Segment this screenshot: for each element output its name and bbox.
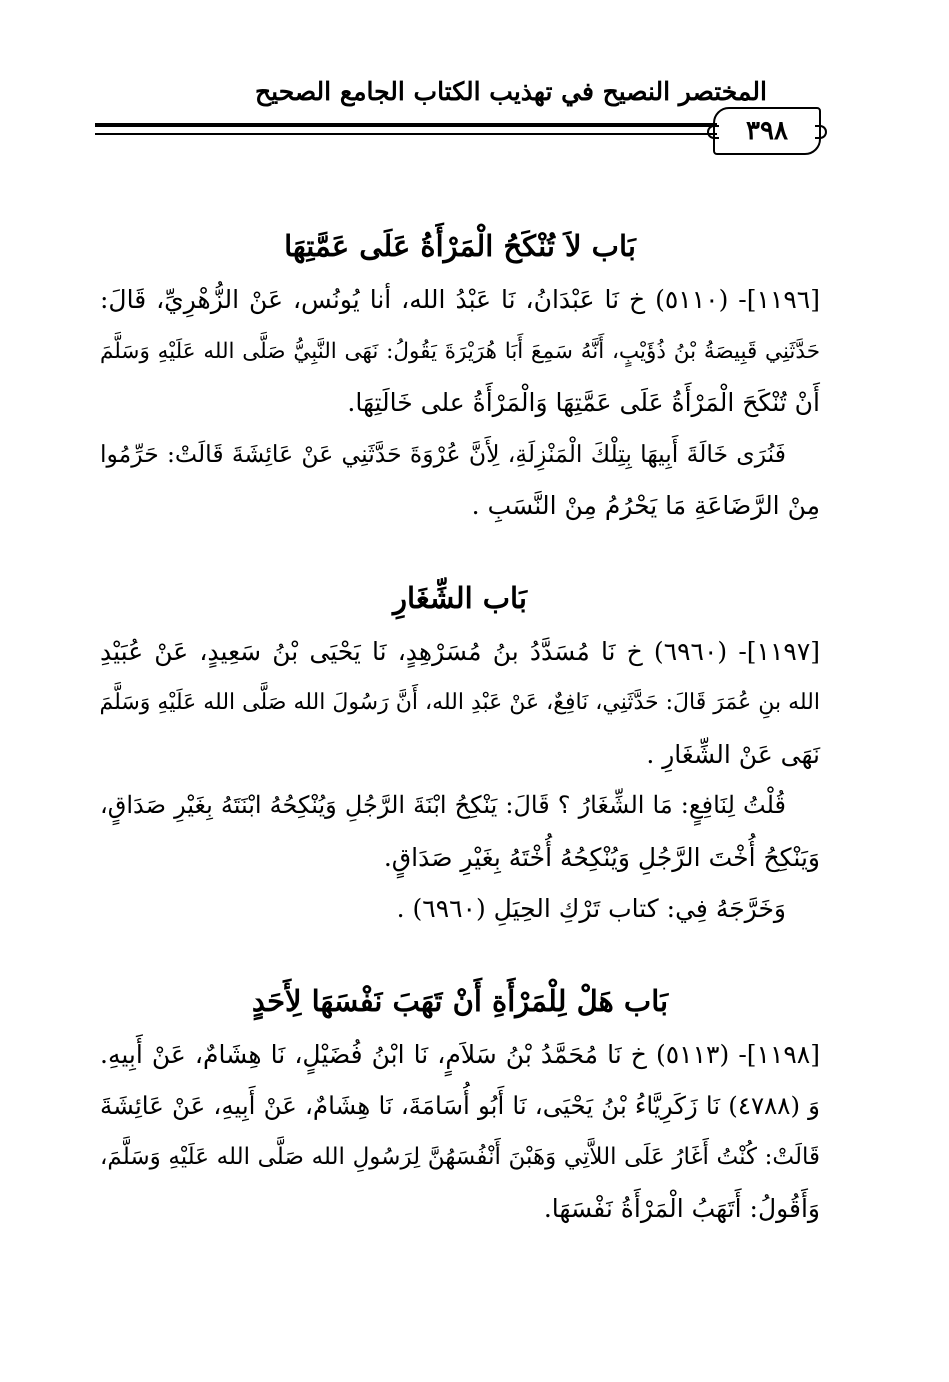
text-line: قُلْتُ لِنَافِعٍ: مَا الشِّغَارُ ؟ قَالَ: يَنْكِحُ ابْنَةَ الرَّجُلِ وَيُنْكِحُهُ ابْنَتَهُ بِغَيْرِ صَدَاقٍ،: [100, 791, 786, 819]
text-line: وَأَقُولُ: أَتَهَبُ الْمَرْأَةُ نَفْسَهَا.: [543, 1194, 820, 1223]
chapter-heading: بَاب هَلْ لِلْمَرْأَةِ أَنْ تَهَبَ نَفْسَهَا لِأَحَدٍ: [251, 983, 669, 1018]
header-rule-thick: [95, 123, 717, 127]
text-line: الله بنِ عُمَرَ قَالَ: حَدَّثَنِي، نَافِعٌ، عَنْ عَبْدِ الله، أَنَّ رَسُولَ الله صَلَّى الله عَلَيْهِ وَسَلَّمَ: [99, 690, 820, 715]
text-line: [١١٩٦]- (٥١١٠) خ نَا عَبْدَانُ، نَا عَبْدُ الله، أنا يُونُس، عَنْ الزُّهْرِيِّ، قَالَ:: [100, 285, 820, 314]
page-number: ٣٩٨: [713, 107, 821, 155]
text-line: [١١٩٨]- (٥١١٣) خ نَا مُحَمَّدُ بْنُ سَلاَمٍ، نَا ابْنُ فُضَيْلٍ، نَا هِشَامٌ، عَنْ أَبِيهِ.: [100, 1039, 820, 1069]
chapter-heading: بَاب لاَ تُنْكَحُ الْمَرْأَةُ عَلَى عَمَّتِهَا: [284, 229, 636, 263]
text-line: وَ (٤٧٨٨) نَا زَكَرِيَّاءُ بْنُ يَحْيَى، نَا أَبُو أُسَامَةَ، نَا هِشَامٌ، عَنْ أَبِيهِ، عَنْ عَائِشَةَ: [100, 1091, 820, 1120]
chapter-heading: بَاب الشِّغَارِ: [393, 580, 527, 615]
text-line: قَالَتْ: كُنْتُ أَغَارُ عَلَى اللاَّتِي وَهَبْنَ أَنْفُسَهُنَّ لِرَسُولِ الله صَلَّى الله عَلَيْهِ وَسَلَّمَ،: [100, 1143, 820, 1170]
text-line: حَدَّثَنِي قَبِيصَةُ بْنُ ذُؤَيْبٍ، أَنَّهُ سَمِعَ أَبَا هُرَيْرَةَ يَقُولُ: نَهَى النَّبِيُّ صَلَّى الله عَلَيْهِ وَسَلَّمَ: [100, 338, 820, 364]
text-line: نَهَى عَنْ الشِّغَارِ .: [646, 739, 820, 769]
text-line: مِنْ الرَّضَاعَةِ مَا يَحْرُمُ مِنْ النَّسَبِ .: [471, 491, 820, 520]
text-line: [١١٩٧]- (٦٩٦٠) خ نَا مُسَدَّدُ بنُ مُسَرْهِدٍ، نَا يَحْيَى بْنُ سَعِيدٍ، عَنْ عُبَيْدِ: [100, 636, 821, 666]
text-line: فَنُرَى خَالَةَ أَبِيهَا بِتِلْكَ الْمَنْزِلَةِ، لِأَنَّ عُرْوَةَ حَدَّثَنِي عَنْ عَائِشَةَ قَالَتْ: حَرِّمُوا: [100, 439, 786, 468]
page-body: [100, 220, 820, 1235]
text-line: وَخَرَّجَهُ فِي: كتاب تَرْكِ الحِيَلِ (٦٩٦٠) .: [396, 894, 786, 923]
text-line: وَيَنْكِحُ أُخْتَ الرَّجُلِ وَيُنْكِحُهُ أُخْتَهُ بِغَيْرِ صَدَاقٍ.: [383, 842, 820, 872]
text-line: أَنْ تُنْكَحَ الْمَرْأَةُ عَلَى عَمَّتِهَا وَالْمَرْأَةُ على خَالَتِهَا.: [347, 388, 820, 417]
running-header-title: المختصر النصيح في تهذيب الكتاب الجامع الصحيح: [255, 77, 767, 106]
header-rule-thin: [95, 133, 717, 135]
